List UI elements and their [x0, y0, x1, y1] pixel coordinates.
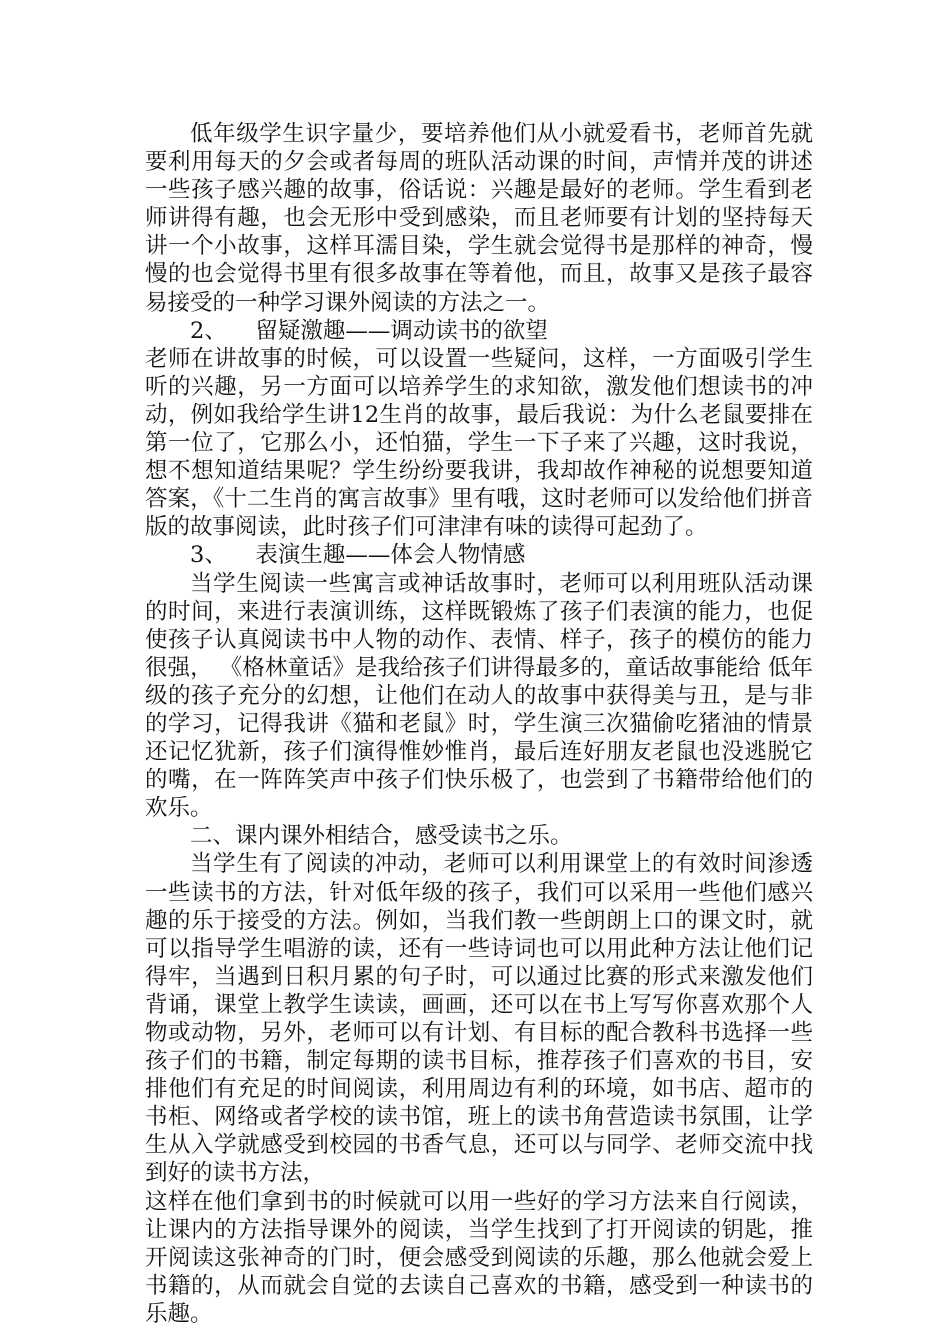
document-page: [145, 120, 813, 1328]
paragraph-suspense: 老师在讲故事的时候，可以设置一些疑问，这样，一方面吸引学生听的兴趣，另一方面可以培养学生的求知欲，激发他们想读书的冲动，例如我给学生讲12生肖的故事，最后我说：为什么老鼠要排在第一位了，它那么小，还怕猫，学生一下子来了兴趣，这时我说，想不想知道结果呢？学生纷纷要我讲，我却故作神秘的说想要知道答案，《十二生肖的寓言故事》里有哦，这时老师可以发给他们拼音版的故事阅读，此时孩子们可津津有味的读得可起劲了。: [145, 345, 813, 541]
heading-suspense: 2、 留疑激趣——调动读书的欲望: [190, 317, 548, 344]
heading-performance: 3、 表演生趣——体会人物情感: [190, 542, 526, 569]
paragraph-classroom: 当学生有了阅读的冲动，老师可以利用课堂上的有效时间渗透一些读书的方法，针对低年级的孩子，我们可以采用一些他们感兴趣的乐于接受的方法。例如，当我们教一些朗朗上口的课文时，就可以指导学生唱游的读，还有一些诗词也可以用此种方法让他们记得牢，当遇到日积月累的句子时，可以通过比赛的形式来激发他们背诵，课堂上教学生读读，画画，还可以在书上写写你喜欢那个人物或动物，另外，老师可以有计划、有目标的配合教科书选择一些孩子们的书籍，制定每期的读书目标，推荐孩子们喜欢的书目，安排他们有充足的时间阅读，利用周边有利的环境，如书店、超市的书柜、网络或者学校的读书馆，班上的读书角营造读书氛围，让学生从入学就感受到校园的书香气息，还可以与同学、老师交流中找到好的读书方法，: [145, 851, 813, 1187]
paragraph-storytelling: 低年级学生识字量少，要培养他们从小就爱看书，老师首先就要利用每天的夕会或者每周的班队活动课的时间，声情并茂的讲述一些孩子感兴趣的故事，俗话说：兴趣是最好的老师。学生看到老师讲得有趣，也会无形中受到感染，而且老师要有计划的坚持每天讲一个小故事，这样耳濡目染，学生就会觉得书是那样的神奇，慢慢的也会觉得书里有很多故事在等着他，而且，故事又是孩子最容易接受的一种学习课外阅读的方法之一。: [145, 121, 813, 316]
heading-section-two: 二、课内课外相结合，感受读书之乐。: [190, 823, 573, 850]
paragraph-conclusion: 这样在他们拿到书的时候就可以用一些好的学习方法来自行阅读，让课内的方法指导课外的阅读，当学生找到了打开阅读的钥匙，推开阅读这张神奇的门时，便会感受到阅读的乐趣，那么他就会爱上书籍的，从而就会自觉的去读自己喜欢的书籍，感受到一种读书的乐趣。: [145, 1188, 813, 1327]
paragraph-performance: 当学生阅读一些寓言或神话故事时，老师可以利用班队活动课的时间，来进行表演训练，这样既锻炼了孩子们表演的能力，也促使孩子认真阅读书中人物的动作、表情、样子，孩子的模仿的能力很强， 《格林童话》是我给孩子们讲得最多的，童话故事能给 低年级的孩子充分的幻想，让他们在动人的故事中获得美与丑，是与非的学习，记得我讲《猫和老鼠》时，学生演三次猫偷吃猪油的情景还记忆犹新，孩子们演得惟妙惟肖，最后连好朋友老鼠也没逃脱它的嘴，在一阵阵笑声中孩子们快乐极了，也尝到了书籍带给他们的欢乐。: [145, 570, 813, 822]
